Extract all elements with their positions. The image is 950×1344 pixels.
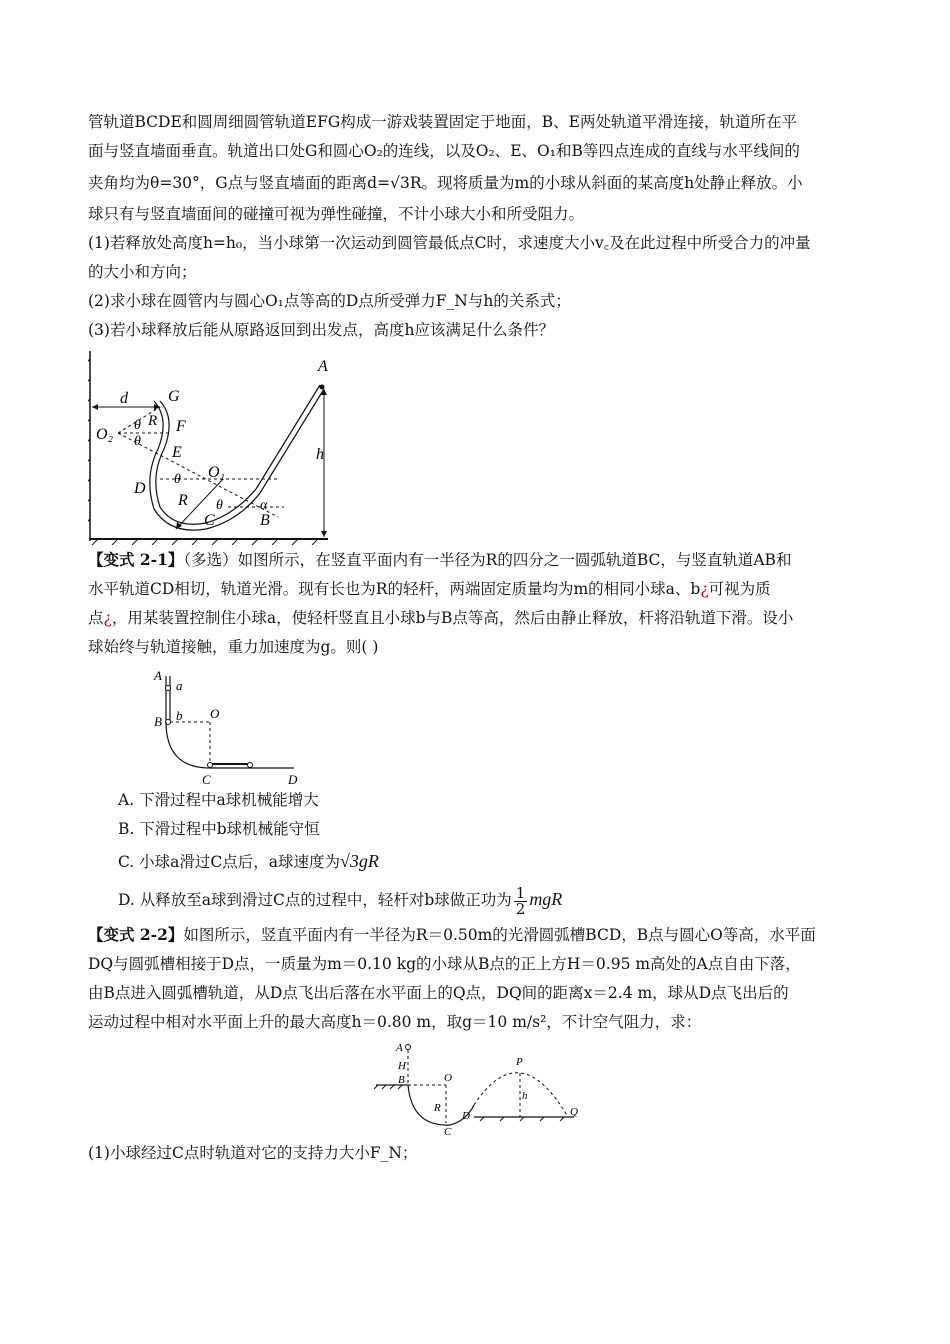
variant-2-2-line: 运动过程中相对水平面上升的最大高度h＝0.80 m，取g＝10 m/s²，不计空气阻力，求： xyxy=(88,1013,702,1031)
fig3-label: B xyxy=(398,1074,405,1086)
variant-2-2-line: 由B点进入圆弧槽轨道，从D点飞出后落在水平面上的Q点，DQ间的距离x＝2.4 m，球从D点飞出后的 xyxy=(88,984,789,1002)
fig1-label: G xyxy=(168,388,180,405)
variant-text: 如图所示，竖直平面内有一半径为R＝0.50m的光滑圆弧槽BCD，B点与圆心O等高，水平面 xyxy=(183,926,816,944)
option-a: A. 下滑过程中a球机械能增大 xyxy=(118,791,319,809)
track-apparatus-figure xyxy=(88,349,338,545)
fig1-label: θ xyxy=(134,434,141,449)
problem-intro-line: 夹角均为θ=30°，G点与竖直墙面的距离d=√3R。现将质量为m的小球从斜面的某高度h处静止释放。小 xyxy=(88,174,803,192)
question-1-line: 的大小和方向； xyxy=(88,263,197,281)
question-3: (3)若小球释放后能从原路返回到出发点，高度h应该满足什么条件？ xyxy=(88,321,554,339)
fig2-label: a xyxy=(176,678,183,693)
fig2-label: D xyxy=(288,772,298,786)
fig3-label: Q xyxy=(570,1106,578,1118)
fig1-label: θ xyxy=(134,418,141,433)
problem-intro-line: 面与竖直墙面垂直。轨道出口处G和圆心O₂的连线，以及O₂、E、O₁和B等四点连成的直线与水平线间的 xyxy=(88,142,800,160)
glyph-mark: ¿ xyxy=(700,580,709,598)
variant-2-1-line: 球始终与轨道接触，重力加速度为g。则( ) xyxy=(88,638,379,656)
option-c xyxy=(118,844,864,879)
variant-2-1-line xyxy=(88,545,864,575)
fig3-label: D xyxy=(462,1110,470,1122)
glyph-mark: ¿ xyxy=(103,609,112,627)
variant-2-2-line: DQ与圆弧槽相接于D点，一质量为m＝0.10 kg的小球从B点的正上方H＝0.95 m高处的A点自由下落， xyxy=(88,955,801,973)
fig1-label: B xyxy=(260,512,270,529)
option-b: B. 下滑过程中b球机械能守恒 xyxy=(118,820,320,838)
fig3-label: P xyxy=(516,1056,523,1068)
fig1-label: E xyxy=(172,444,182,461)
fig1-label: α xyxy=(260,498,268,513)
variant-text: 水平轨道CD相切，轨道光滑。现有长也为R的轻杆，两端固定质量均为m的相同小球a、b xyxy=(88,580,701,598)
variant-2-1-line xyxy=(88,604,864,633)
fig1-label: R xyxy=(178,492,188,509)
fig1-label: C xyxy=(204,512,215,529)
fig2-label: O xyxy=(210,706,220,721)
fig3-label: H xyxy=(398,1060,406,1072)
variant-text: 可视为质 xyxy=(708,580,771,598)
option-d-text: D. 从释放至a球到滑过C点的过程中，轻杆对b球做正功为 xyxy=(118,891,512,909)
fig3-label: A xyxy=(396,1042,403,1054)
arc-groove-figure xyxy=(374,1039,584,1139)
problem-intro-line: 管轨道BCDE和圆周细圆管轨道EFG构成一游戏装置固定于地面，B、E两处轨道平滑连接，轨道所在平 xyxy=(88,113,797,131)
fig1-label: R xyxy=(148,413,158,429)
variant-tag: 【变式 2-2】 xyxy=(88,925,184,944)
fig2-label: C xyxy=(202,772,211,786)
problem-intro-line: 球只有与竖直墙面间的碰撞可视为弹性碰撞，不计小球大小和所受阻力。 xyxy=(88,205,585,223)
fig1-label: O₁ xyxy=(208,464,226,481)
fig1-label: θ xyxy=(174,472,181,487)
option-d xyxy=(118,879,864,920)
question-1-line: (1)若释放处高度h=h₀，当小球第一次运动到圆管最低点C时，求速度大小v꜀及在此过程中所受合力的冲量 xyxy=(88,234,811,252)
fig1-label: h xyxy=(316,446,324,463)
quarter-arc-figure xyxy=(118,666,298,786)
fig1-label: θ xyxy=(216,498,223,513)
fig3-label: C xyxy=(444,1126,452,1138)
page-content xyxy=(88,108,864,1168)
variant-tag: 【变式 2-1】 xyxy=(88,550,184,569)
fig3-label: h xyxy=(522,1090,528,1102)
fig2-label: b xyxy=(176,708,183,723)
fraction-half xyxy=(514,883,528,918)
variant-2-2-question-1: (1)小球经过C点时轨道对它的支持力大小F_N； xyxy=(88,1144,418,1162)
fig2-label: B xyxy=(154,714,162,729)
variant-text: ，用某装置控制住小球a，使轻杆竖直且小球b与B点等高，然后由静止释放，杆将沿轨道下滑。设小 xyxy=(111,609,794,627)
option-c-math: √3gR xyxy=(340,851,379,871)
variant-2-2-line xyxy=(88,920,864,950)
frac-num: 1 xyxy=(515,883,526,902)
variant-text: 点 xyxy=(88,609,104,627)
fig1-label: d xyxy=(120,390,128,407)
option-d-math: mgR xyxy=(529,889,563,909)
question-2: (2)求小球在圆管内与圆心O₁点等高的D点所受弹力F_N与h的关系式； xyxy=(88,292,571,310)
frac-den: 2 xyxy=(515,899,526,918)
fig1-label: A xyxy=(318,358,328,375)
fig3-label: O xyxy=(444,1072,452,1084)
fig1-label: F xyxy=(176,418,186,435)
variant-2-1-line xyxy=(88,575,864,604)
fig1-label: D xyxy=(134,480,146,497)
option-c-text: C. 小球a滑过C点后，a球速度为 xyxy=(118,853,341,871)
fig2-label: A xyxy=(154,668,162,683)
fig1-label: O₂ xyxy=(96,426,114,443)
variant-text: （多选）如图所示，在竖直平面内有一半径为R的四分之一圆弧轨道BC，与竖直轨道AB和 xyxy=(183,551,792,569)
fig3-label: R xyxy=(434,1102,441,1114)
